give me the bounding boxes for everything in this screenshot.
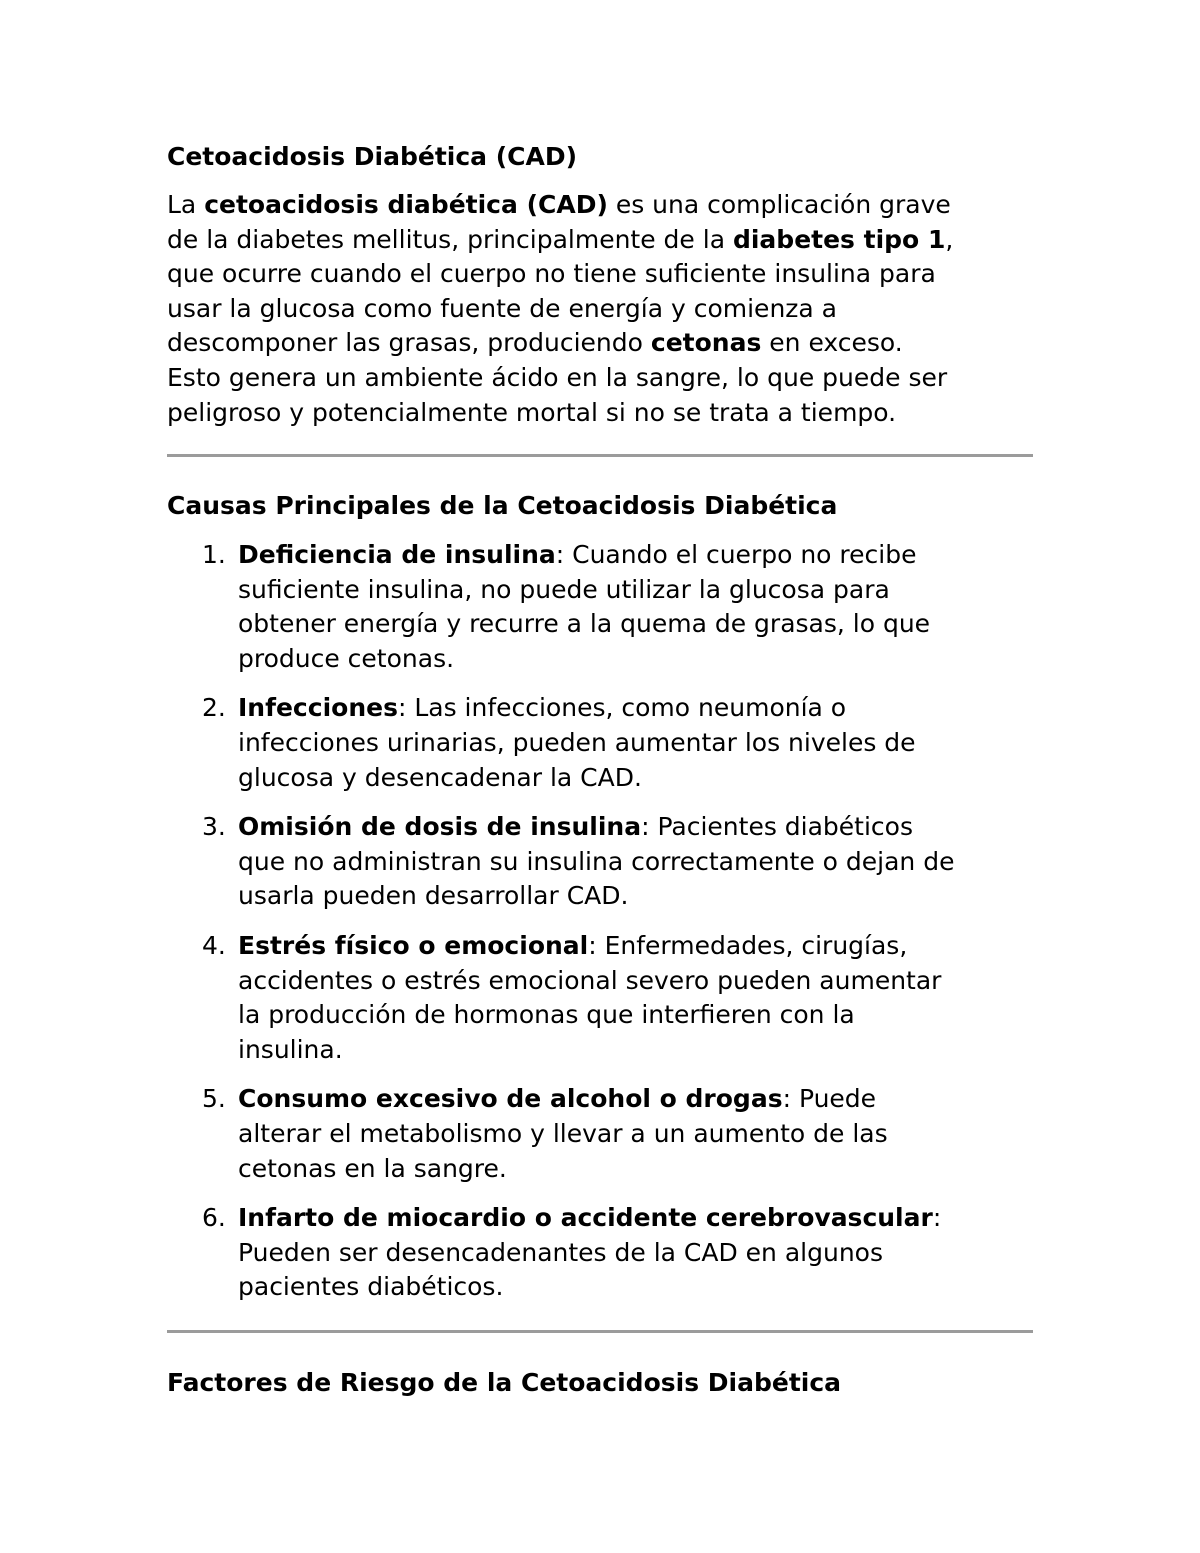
cause-line: suficiente insulina, no puede utilizar la glucosa para [238, 574, 890, 604]
cause-text: : Las infecciones, como neumonía o [397, 693, 847, 723]
document-title: Cetoacidosis Diabética (CAD) [167, 142, 578, 171]
cause-item-3 [167, 810, 1033, 914]
cause-line: insulina. [238, 1034, 343, 1064]
cause-line: que no administran su insulina correctamente o dejan de [238, 846, 955, 876]
causes-list [167, 538, 1033, 1320]
cause-first-line [238, 691, 1033, 726]
intro-text: de la diabetes mellitus, principalmente de la [167, 224, 733, 254]
cause-item-1 [167, 538, 1033, 676]
cause-number: 4. [202, 930, 226, 960]
cause-bold-term: Estrés físico o emocional [238, 930, 589, 960]
cause-first-line [238, 1201, 1033, 1236]
intro-line-7: peligroso y potencialmente mortal si no se trata a tiempo. [167, 397, 897, 427]
cause-item-4 [167, 929, 1033, 1067]
section-divider [167, 1330, 1033, 1333]
intro-bold-term: cetoacidosis diabética (CAD) [204, 190, 608, 219]
intro-bold-term: cetonas [650, 328, 762, 358]
intro-line-5 [167, 326, 1033, 361]
cause-bold-term: Infarto de miocardio o accidente cerebrovascular [238, 1203, 933, 1233]
cause-number: 2. [202, 693, 226, 723]
intro-text: en exceso. [761, 328, 903, 358]
intro-line-2 [167, 223, 1033, 258]
cause-line: produce cetonas. [238, 643, 455, 673]
cause-bold-term: Deficiencia de insulina [238, 540, 556, 569]
intro-text: , [945, 224, 954, 254]
cause-text: : Cuando el cuerpo no recibe [555, 540, 917, 569]
cause-text: : [932, 1203, 942, 1233]
section-divider [167, 454, 1033, 457]
cause-item-5 [167, 1082, 1033, 1186]
causes-heading: Causas Principales de la Cetoacidosis Diabética [167, 491, 838, 520]
intro-line-4: usar la glucosa como fuente de energía y comienza a [167, 293, 837, 323]
intro-paragraph [167, 188, 1033, 430]
cause-line: pacientes diabéticos. [238, 1272, 504, 1302]
cause-line: Pueden ser desencadenantes de la CAD en algunos [238, 1237, 883, 1267]
cause-bold-term: Consumo excesivo de alcohol o drogas [238, 1084, 783, 1114]
cause-line: infecciones urinarias, pueden aumentar los niveles de [238, 727, 916, 757]
cause-line: la producción de hormonas que interfieren con la [238, 1000, 855, 1030]
cause-first-line [238, 1082, 1033, 1117]
intro-line-3: que ocurre cuando el cuerpo no tiene suficiente insulina para [167, 259, 936, 289]
cause-number: 6. [202, 1203, 226, 1233]
cause-number: 1. [202, 540, 226, 569]
intro-text: es una complicación grave [607, 190, 951, 219]
intro-text: La [167, 190, 205, 219]
cause-first-line [238, 929, 1033, 964]
cause-text: : Pacientes diabéticos [641, 812, 913, 842]
cause-item-6 [167, 1201, 1033, 1305]
cause-line: accidentes o estrés emocional severo pueden aumentar [238, 965, 942, 995]
cause-first-line [238, 810, 1033, 845]
intro-line-1 [167, 188, 1033, 223]
cause-bold-term: Omisión de dosis de insulina [238, 812, 642, 842]
cause-first-line [238, 538, 1033, 573]
cause-line: cetonas en la sangre. [238, 1153, 507, 1183]
cause-line: glucosa y desencadenar la CAD. [238, 762, 642, 792]
cause-line: obtener energía y recurre a la quema de grasas, lo que [238, 609, 931, 639]
cause-text: : Puede [782, 1084, 877, 1114]
intro-text: descomponer las grasas, produciendo [167, 328, 651, 358]
intro-line-6: Esto genera un ambiente ácido en la sangre, lo que puede ser [167, 362, 948, 392]
cause-bold-term: Infecciones [238, 693, 398, 723]
cause-number: 5. [202, 1084, 226, 1114]
factors-heading: Factores de Riesgo de la Cetoacidosis Diabética [167, 1368, 842, 1397]
cause-line: usarla pueden desarrollar CAD. [238, 881, 629, 911]
intro-bold-term: diabetes tipo 1 [732, 224, 946, 254]
cause-number: 3. [202, 812, 226, 842]
cause-line: alterar el metabolismo y llevar a un aumento de las [238, 1118, 888, 1148]
cause-item-2 [167, 691, 1033, 795]
cause-text: : Enfermedades, cirugías, [588, 930, 908, 960]
